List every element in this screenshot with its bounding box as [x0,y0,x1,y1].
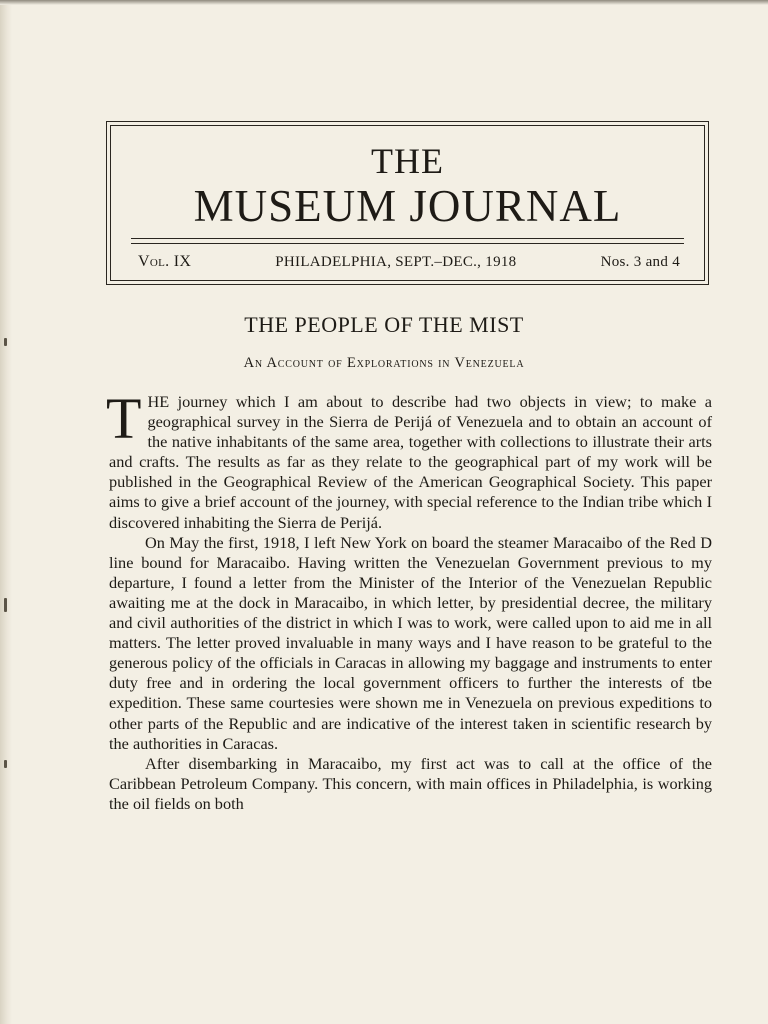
masthead-inner-frame [110,125,705,281]
masthead-issue-line [138,253,680,271]
article-title: THE PEOPLE OF THE MIST [244,312,524,337]
paragraph-3: After disembarking in Maracaibo, my first act was to call at the office of the Caribbean Petroleum Company. This concern, with main offices in Philadelphia, is working the oil fields on both [109,753,712,813]
issue-numbers: Nos. 3 and 4 [600,254,680,270]
masthead-title: MUSEUM JOURNAL [193,181,622,231]
masthead-double-rule [131,238,684,244]
article-subtitle: An Account of Explorations in Venezuela [243,355,525,371]
masthead-the: THE [371,141,444,181]
drop-cap: T [106,386,142,451]
margin-mark [4,760,7,768]
dateline: PHILADELPHIA, SEPT.–DEC., 1918 [275,254,517,270]
paragraph-1 [106,386,712,533]
paragraph-2: On May the first, 1918, I left New York on board the steamer Maracaibo of the Red D line bound for Maracaibo. Having written the Venezuelan Government previous to my departure, I found a letter from the Minister of the Interior of the Venezuelan Republic awaiting me at the dock in Maracaibo, in which letter, by presidential decree, the military and civil authorities of the district in which I was to work, were called upon to aid me in all matters. The letter proved invaluable in many ways and I have reason to be grateful to the generous policy of the officials in Caracas in allowing my baggage and instruments to enter duty free and in ordering the local government officers to further the interests of tbe expedition. These same courtesies were shown me in Venezuela on previous expeditions to other parts of the Republic and are indicative of the interest taken in scientific research by the authorities in Caracas. [109,532,712,753]
margin-mark [4,338,7,346]
article-body [106,386,712,814]
page-binding-edge [0,0,12,1024]
margin-mark [4,598,7,612]
page-top-edge [0,0,768,5]
volume-label: Vol. IX [138,253,192,270]
paragraph-1-text: HE journey which I am about to describe had two objects in view; to make a geographical survey in the Sierra de Perijá of Venezuela and to obtain an account of the native inhabitants of the same area, together with collections to illustrate their arts and crafts. The results as far as they relate to the geographical part of my work will be published in the Geographical Review of the American Geographical Society. This paper aims to give a brief account of the journey, with special reference to the Indian tribe which I discovered inhabiting the Sierra de Perijá. [109,392,712,532]
journal-masthead [106,121,709,285]
